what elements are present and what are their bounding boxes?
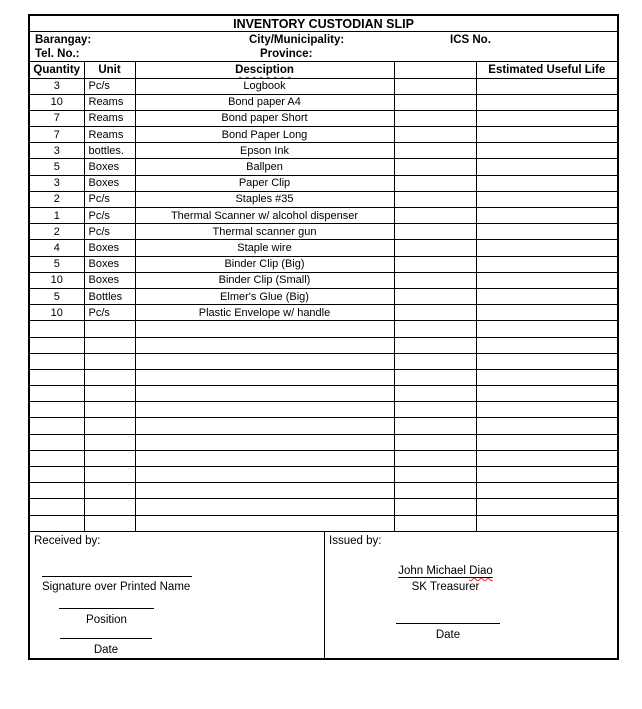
table-row [29,240,618,256]
position-line [59,608,154,609]
table-row [29,208,618,224]
useful-life-cell [476,321,618,337]
useful-life-cell [476,499,618,515]
useful-life-cell [476,515,618,531]
unit-cell [84,321,135,337]
quantity-cell: 5 [29,256,84,272]
blank-cell [394,353,476,369]
useful-life-cell [476,353,618,369]
issuer-name-main: John Michael [398,564,470,577]
useful-life-cell [476,288,618,304]
description-cell [135,337,394,353]
useful-life-cell [476,305,618,321]
useful-life-cell [476,483,618,499]
quantity-column-header: Quantity [29,62,84,79]
description-cell [135,467,394,483]
blank-cell [394,515,476,531]
received-date-line [60,638,152,639]
description-cell: Elmer's Glue (Big) [135,288,394,304]
unit-cell: Pc/s [84,191,135,207]
quantity-cell: 10 [29,272,84,288]
unit-cell [84,353,135,369]
useful-life-cell [476,402,618,418]
quantity-cell [29,450,84,466]
blank-cell [394,143,476,159]
unit-cell: Reams [84,127,135,143]
table-row [29,110,618,126]
table-row [29,224,618,240]
description-cell: Bond paper A4 [135,94,394,110]
description-cell [135,515,394,531]
blank-cell [394,386,476,402]
table-row [29,272,618,288]
blank-cell [394,272,476,288]
useful-life-cell [476,240,618,256]
quantity-cell [29,467,84,483]
blank-cell [394,450,476,466]
empty-table-row [29,515,618,531]
description-cell: Logbook [135,78,394,94]
unit-cell [84,337,135,353]
form-header-section [29,15,618,78]
blank-cell [394,240,476,256]
quantity-cell: 5 [29,288,84,304]
description-cell: Paper Clip [135,175,394,191]
description-cell [135,321,394,337]
useful-life-cell [476,450,618,466]
issuer-name [343,565,548,578]
description-cell: Staples #35 [135,191,394,207]
description-header-text: Desciption [235,63,294,76]
quantity-cell: 2 [29,224,84,240]
useful-life-cell [476,418,618,434]
empty-table-row [29,418,618,434]
description-cell: Thermal Scanner w/ alcohol dispenser [135,208,394,224]
useful-life-cell [476,337,618,353]
unit-cell: Boxes [84,175,135,191]
description-cell: Staple wire [135,240,394,256]
blank-cell [394,224,476,240]
column-header-row [29,62,618,79]
blank-column-header [394,62,476,79]
empty-table-row [29,499,618,515]
useful-life-cell [476,369,618,385]
quantity-cell [29,337,84,353]
province-label: Province: [260,48,313,60]
empty-table-row [29,321,618,337]
empty-table-row [29,434,618,450]
quantity-cell: 10 [29,305,84,321]
unit-cell [84,369,135,385]
description-cell: Ballpen [135,159,394,175]
received-by-section [30,532,325,658]
description-cell: Bond paper Short [135,110,394,126]
table-row [29,256,618,272]
quantity-cell [29,402,84,418]
quantity-cell [29,499,84,515]
blank-cell [394,256,476,272]
unit-column-header: Unit [84,62,135,79]
received-by-label: Received by: [34,534,101,547]
description-cell: Binder Clip (Small) [135,272,394,288]
blank-cell [394,159,476,175]
useful-life-cell [476,272,618,288]
unit-cell: Reams [84,94,135,110]
table-row [29,288,618,304]
position-caption: Position [86,613,127,626]
description-cell [135,499,394,515]
description-cell [135,418,394,434]
unit-cell [84,467,135,483]
useful-life-cell [476,159,618,175]
blank-cell [394,127,476,143]
issued-by-section [325,532,617,658]
unit-cell [84,386,135,402]
description-cell [135,353,394,369]
description-cell: Epson Ink [135,143,394,159]
useful-life-cell [476,208,618,224]
table-row [29,143,618,159]
empty-table-row [29,369,618,385]
description-cell [135,483,394,499]
unit-cell: Reams [84,110,135,126]
unit-cell [84,434,135,450]
quantity-cell: 5 [29,159,84,175]
description-column-header [135,62,394,79]
quantity-cell [29,418,84,434]
description-cell [135,450,394,466]
table-row [29,127,618,143]
quantity-cell: 3 [29,78,84,94]
issued-by-label: Issued by: [329,534,382,547]
empty-table-row [29,337,618,353]
quantity-cell: 1 [29,208,84,224]
blank-cell [394,78,476,94]
unit-cell [84,515,135,531]
blank-cell [394,337,476,353]
quantity-cell: 7 [29,127,84,143]
empty-table-row [29,353,618,369]
description-cell: Thermal scanner gun [135,224,394,240]
unit-cell: Boxes [84,256,135,272]
quantity-cell [29,353,84,369]
blank-cell [394,483,476,499]
quantity-cell [29,369,84,385]
useful-life-cell [476,127,618,143]
useful-life-cell [476,386,618,402]
blank-cell [394,94,476,110]
quantity-cell: 3 [29,143,84,159]
useful-life-cell [476,191,618,207]
issued-date-caption: Date [435,628,461,641]
unit-cell: bottles. [84,143,135,159]
unit-cell [84,450,135,466]
empty-table-row [29,450,618,466]
form-title: INVENTORY CUSTODIAN SLIP [29,15,618,32]
ics-no-label: ICS No. [450,34,491,46]
unit-cell: Pc/s [84,78,135,94]
useful-life-cell [476,78,618,94]
blank-cell [394,175,476,191]
table-row [29,159,618,175]
barangay-label: Barangay: [35,34,92,46]
useful-life-cell [476,143,618,159]
blank-cell [394,402,476,418]
blank-cell [394,467,476,483]
blank-cell [394,110,476,126]
quantity-cell: 3 [29,175,84,191]
description-cell: Plastic Envelope w/ handle [135,305,394,321]
quantity-cell [29,434,84,450]
useful-life-cell [476,94,618,110]
city-municipality-label: City/Municipality: [249,34,345,46]
quantity-cell: 2 [29,191,84,207]
signature-line [42,576,192,577]
blank-cell [394,288,476,304]
description-cell [135,386,394,402]
description-cell [135,369,394,385]
quantity-cell [29,321,84,337]
quantity-cell: 10 [29,94,84,110]
table-row [29,191,618,207]
useful-life-cell [476,175,618,191]
blank-cell [394,369,476,385]
useful-life-cell [476,224,618,240]
description-cell: Bond Paper Long [135,127,394,143]
table-row [29,305,618,321]
blank-cell [394,499,476,515]
quantity-cell [29,515,84,531]
description-cell [135,402,394,418]
inventory-rows [29,78,618,531]
empty-table-row [29,386,618,402]
unit-cell [84,499,135,515]
blank-cell [394,208,476,224]
empty-table-row [29,483,618,499]
unit-cell: Bottles [84,288,135,304]
table-row [29,94,618,110]
quantity-cell: 4 [29,240,84,256]
unit-cell: Boxes [84,240,135,256]
signature-caption: Signature over Printed Name [42,580,191,593]
unit-cell: Pc/s [84,224,135,240]
empty-table-row [29,402,618,418]
received-date-caption: Date [93,643,119,656]
footer-columns [30,532,617,658]
signature-section [29,531,618,659]
unit-cell [84,418,135,434]
unit-cell: Pc/s [84,208,135,224]
info-row [29,32,618,62]
blank-cell [394,321,476,337]
unit-cell: Boxes [84,159,135,175]
footer-row [29,531,618,659]
header-info [29,32,618,62]
blank-cell [394,434,476,450]
useful-life-cell [476,434,618,450]
unit-cell: Boxes [84,272,135,288]
quantity-cell: 7 [29,110,84,126]
unit-cell [84,402,135,418]
useful-life-cell [476,110,618,126]
issuer-position: SK Treasurer [411,580,480,593]
useful-life-cell [476,467,618,483]
issuer-name-misspelled: Diao [469,564,493,577]
tel-no-label: Tel. No.: [35,48,80,60]
quantity-cell [29,483,84,499]
description-cell: Binder Clip (Big) [135,256,394,272]
unit-cell [84,483,135,499]
blank-cell [394,191,476,207]
blank-cell [394,418,476,434]
table-row [29,175,618,191]
description-cell [135,434,394,450]
empty-table-row [29,467,618,483]
table-row [29,78,618,94]
quantity-cell [29,386,84,402]
inventory-custodian-slip-table [28,14,619,660]
useful-life-column-header: Estimated Useful Life [476,62,618,79]
useful-life-cell [476,256,618,272]
unit-cell: Pc/s [84,305,135,321]
issued-date-line [396,623,500,624]
title-row [29,15,618,32]
issuer-name-text [398,565,493,577]
blank-cell [394,305,476,321]
